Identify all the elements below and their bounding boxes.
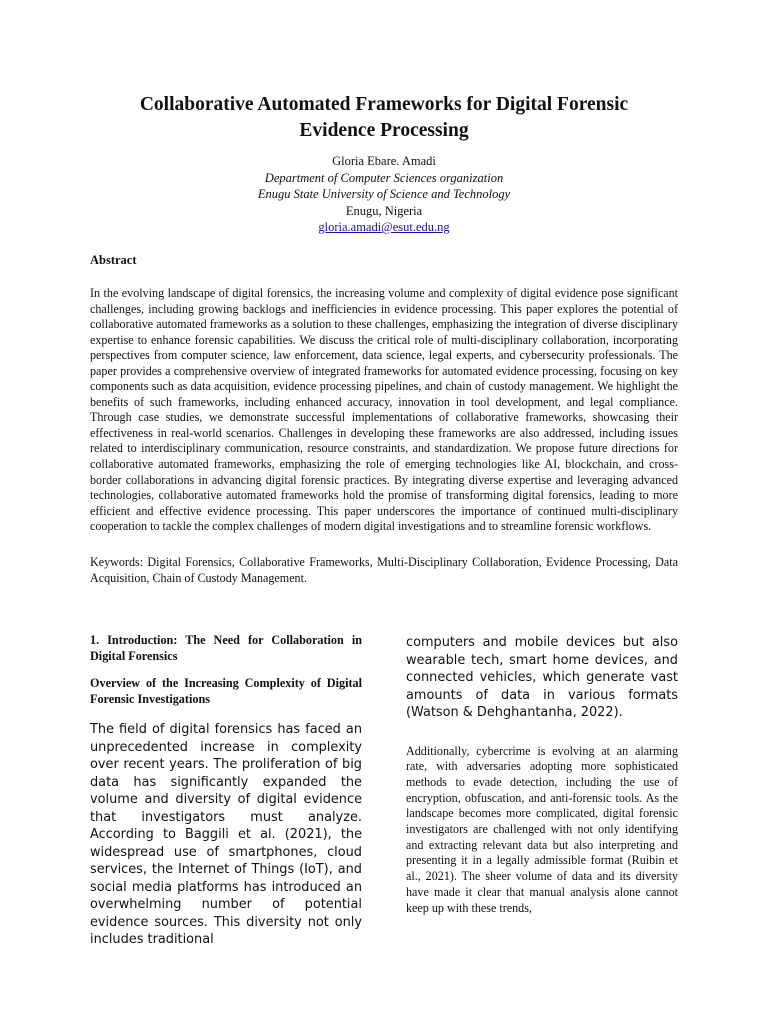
left-column <box>90 632 362 949</box>
author-name: Gloria Ebare. Amadi <box>332 154 436 168</box>
paper-title <box>90 92 678 144</box>
keywords: Keywords: Digital Forensics, Collaborative Frameworks, Multi-Disciplinary Collaboration, Evidence Processing, Data Acquisition, Chain of Custody Management. <box>90 555 678 585</box>
intro-paragraph: The field of digital forensics has faced an unprecedented increase in complexity over recent years. The proliferation of big data has significantly expanded the volume and diversity of digital evidence that investigators must analyze. According to Baggili et al. (2021), the widespread use of smartphones, cloud services, the Internet of Things (IoT), and social media platforms has introduced an overwhelming number of potential evidence sources. This diversity not only includes traditional <box>90 722 362 947</box>
right-column <box>406 634 678 916</box>
abstract-heading: Abstract <box>90 253 137 267</box>
cybercrime-paragraph: Additionally, cybercrime is evolving at an alarming rate, with adversaries adopting more sophisticated methods to evade detection, including the use of encryption, obfuscation, and anti-forensic tools. As the landscape becomes more complicated, digital forensic investigators are challenged with not only identifying and extracting relevant data but also interpreting and presenting it in a legally admissible format (Ruibin et al., 2021). The sheer volume of data and its diversity have made it clear that manual analysis alone cannot keep up with these trends, <box>406 743 678 915</box>
title-line-2: Evidence Processing <box>299 120 469 141</box>
author-location: Enugu, Nigeria <box>345 203 423 218</box>
abstract-text: In the evolving landscape of digital forensics, the increasing volume and complexity of digital evidence pose significant challenges, including growing backlogs and inefficiencies in evidence processing. This paper explores the potential of collaborative automated frameworks as a solution to these challenges, emphasizing the integration of diverse disciplinary expertise to enhance forensic capabilities. We discuss the critical role of multi-disciplinary collaboration, incorporating perspectives from computer science, law enforcement, data science, legal experts, and cybersecurity professionals. The paper provides a comprehensive overview of integrated frameworks for automated evidence processing, focusing on key components such as data acquisition, evidence processing pipelines, and chain of custody management. We highlight the benefits of such frameworks, including enhanced accuracy, innovation in tool development, and legal compliance. Through case studies, we demonstrate successful implementations of collaborative frameworks, showcasing their effectiveness in real-world scenarios. Challenges in developing these frameworks are also addressed, including issues related to interdisciplinary communication, resource constraints, and standardization. We propose future directions for collaborative automated frameworks, emphasizing the role of emerging technologies like AI, blockchain, and cross-border collaborations in advancing digital forensic practices. By integrating diverse expertise and leveraging advanced technologies, collaborative automated frameworks hold the promise of transforming digital forensics, leading to more efficient and effective evidence processing. This paper underscores the importance of continued multi-disciplinary cooperation to tackle the complex challenges of modern digital investigations and to streamline forensic workflows. <box>90 286 678 534</box>
author-department: Department of Computer Sciences organization <box>264 170 504 185</box>
author-email-link[interactable]: gloria.amadi@esut.edu.ng <box>318 220 450 234</box>
intro-paragraph-continued: computers and mobile devices but also wearable tech, smart home devices, and connected vehicles, which generate vast amounts of data in various formats (Watson & Dehghantanha, 2022). <box>406 635 678 720</box>
author-block <box>90 153 678 236</box>
title-line-1: Collaborative Automated Frameworks for Digital Forensic <box>139 94 629 115</box>
author-university: Enugu State University of Science and Technology <box>257 187 511 201</box>
subsection-heading: Overview of the Increasing Complexity of Digital Forensic Investigations <box>90 676 362 706</box>
section-heading: 1. Introduction: The Need for Collaboration in Digital Forensics <box>90 633 362 663</box>
